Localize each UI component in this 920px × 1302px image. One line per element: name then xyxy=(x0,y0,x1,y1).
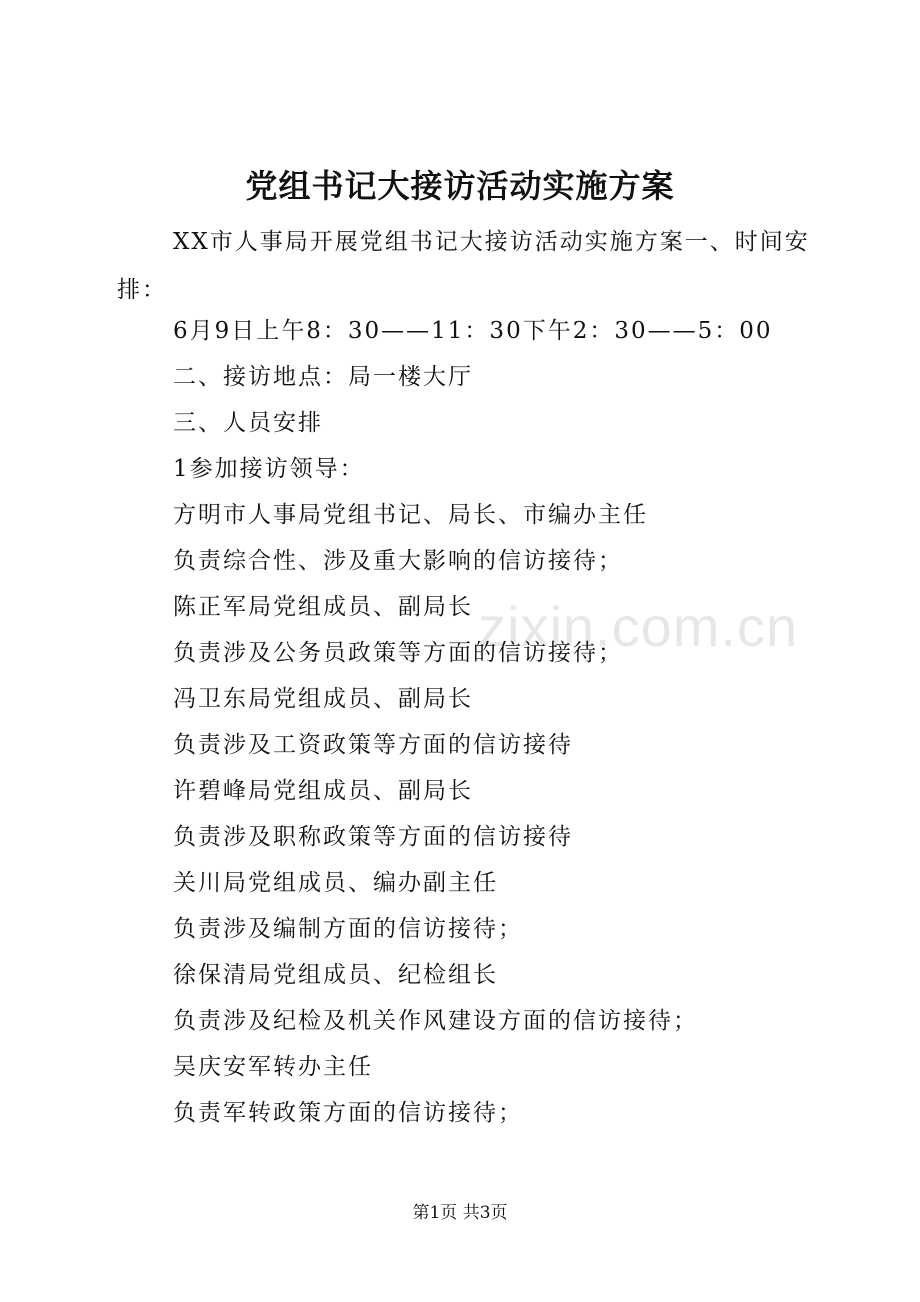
body-line: 负责涉及纪检及机关作风建设方面的信访接待； xyxy=(173,1008,698,1034)
body-line: 二、接访地点：局一楼大厅 xyxy=(173,364,473,390)
body-line: 负责涉及工资政策等方面的信访接待 xyxy=(173,732,573,758)
body-line: 三、人员安排 xyxy=(173,410,323,436)
body-line: 吴庆安军转办主任 xyxy=(173,1054,373,1080)
body-line: 负责涉及编制方面的信访接待； xyxy=(173,916,523,942)
body-line: 1参加接访领导： xyxy=(173,456,365,482)
body-line: 负责涉及公务员政策等方面的信访接待； xyxy=(173,640,623,666)
document-title: 党组书记大接访活动实施方案 xyxy=(245,167,675,205)
intro-paragraph: XX市人事局开展党组书记大接访活动实施方案一、时间安排： xyxy=(117,229,810,303)
body-line: 冯卫东局党组成员、副局长 xyxy=(173,686,473,712)
body-line: 负责军转政策方面的信访接待； xyxy=(173,1100,523,1126)
body-line: 负责涉及职称政策等方面的信访接待 xyxy=(173,824,573,850)
page-footer: 第1页 共3页 xyxy=(412,1203,508,1223)
watermark: zixin.com.cn xyxy=(478,595,799,658)
body-line: 方明市人事局党组书记、局长、市编办主任 xyxy=(173,502,648,528)
body-line: 许碧峰局党组成员、副局长 xyxy=(173,778,473,804)
body-line: 陈正军局党组成员、副局长 xyxy=(173,594,473,620)
body-line: 6月9日上午8：30——11：30下午2：30——5：00 xyxy=(173,318,773,344)
body-line: 徐保清局党组成员、纪检组长 xyxy=(173,962,498,988)
body-line: 负责综合性、涉及重大影响的信访接待； xyxy=(173,548,623,574)
body-line: 关川局党组成员、编办副主任 xyxy=(173,870,498,896)
